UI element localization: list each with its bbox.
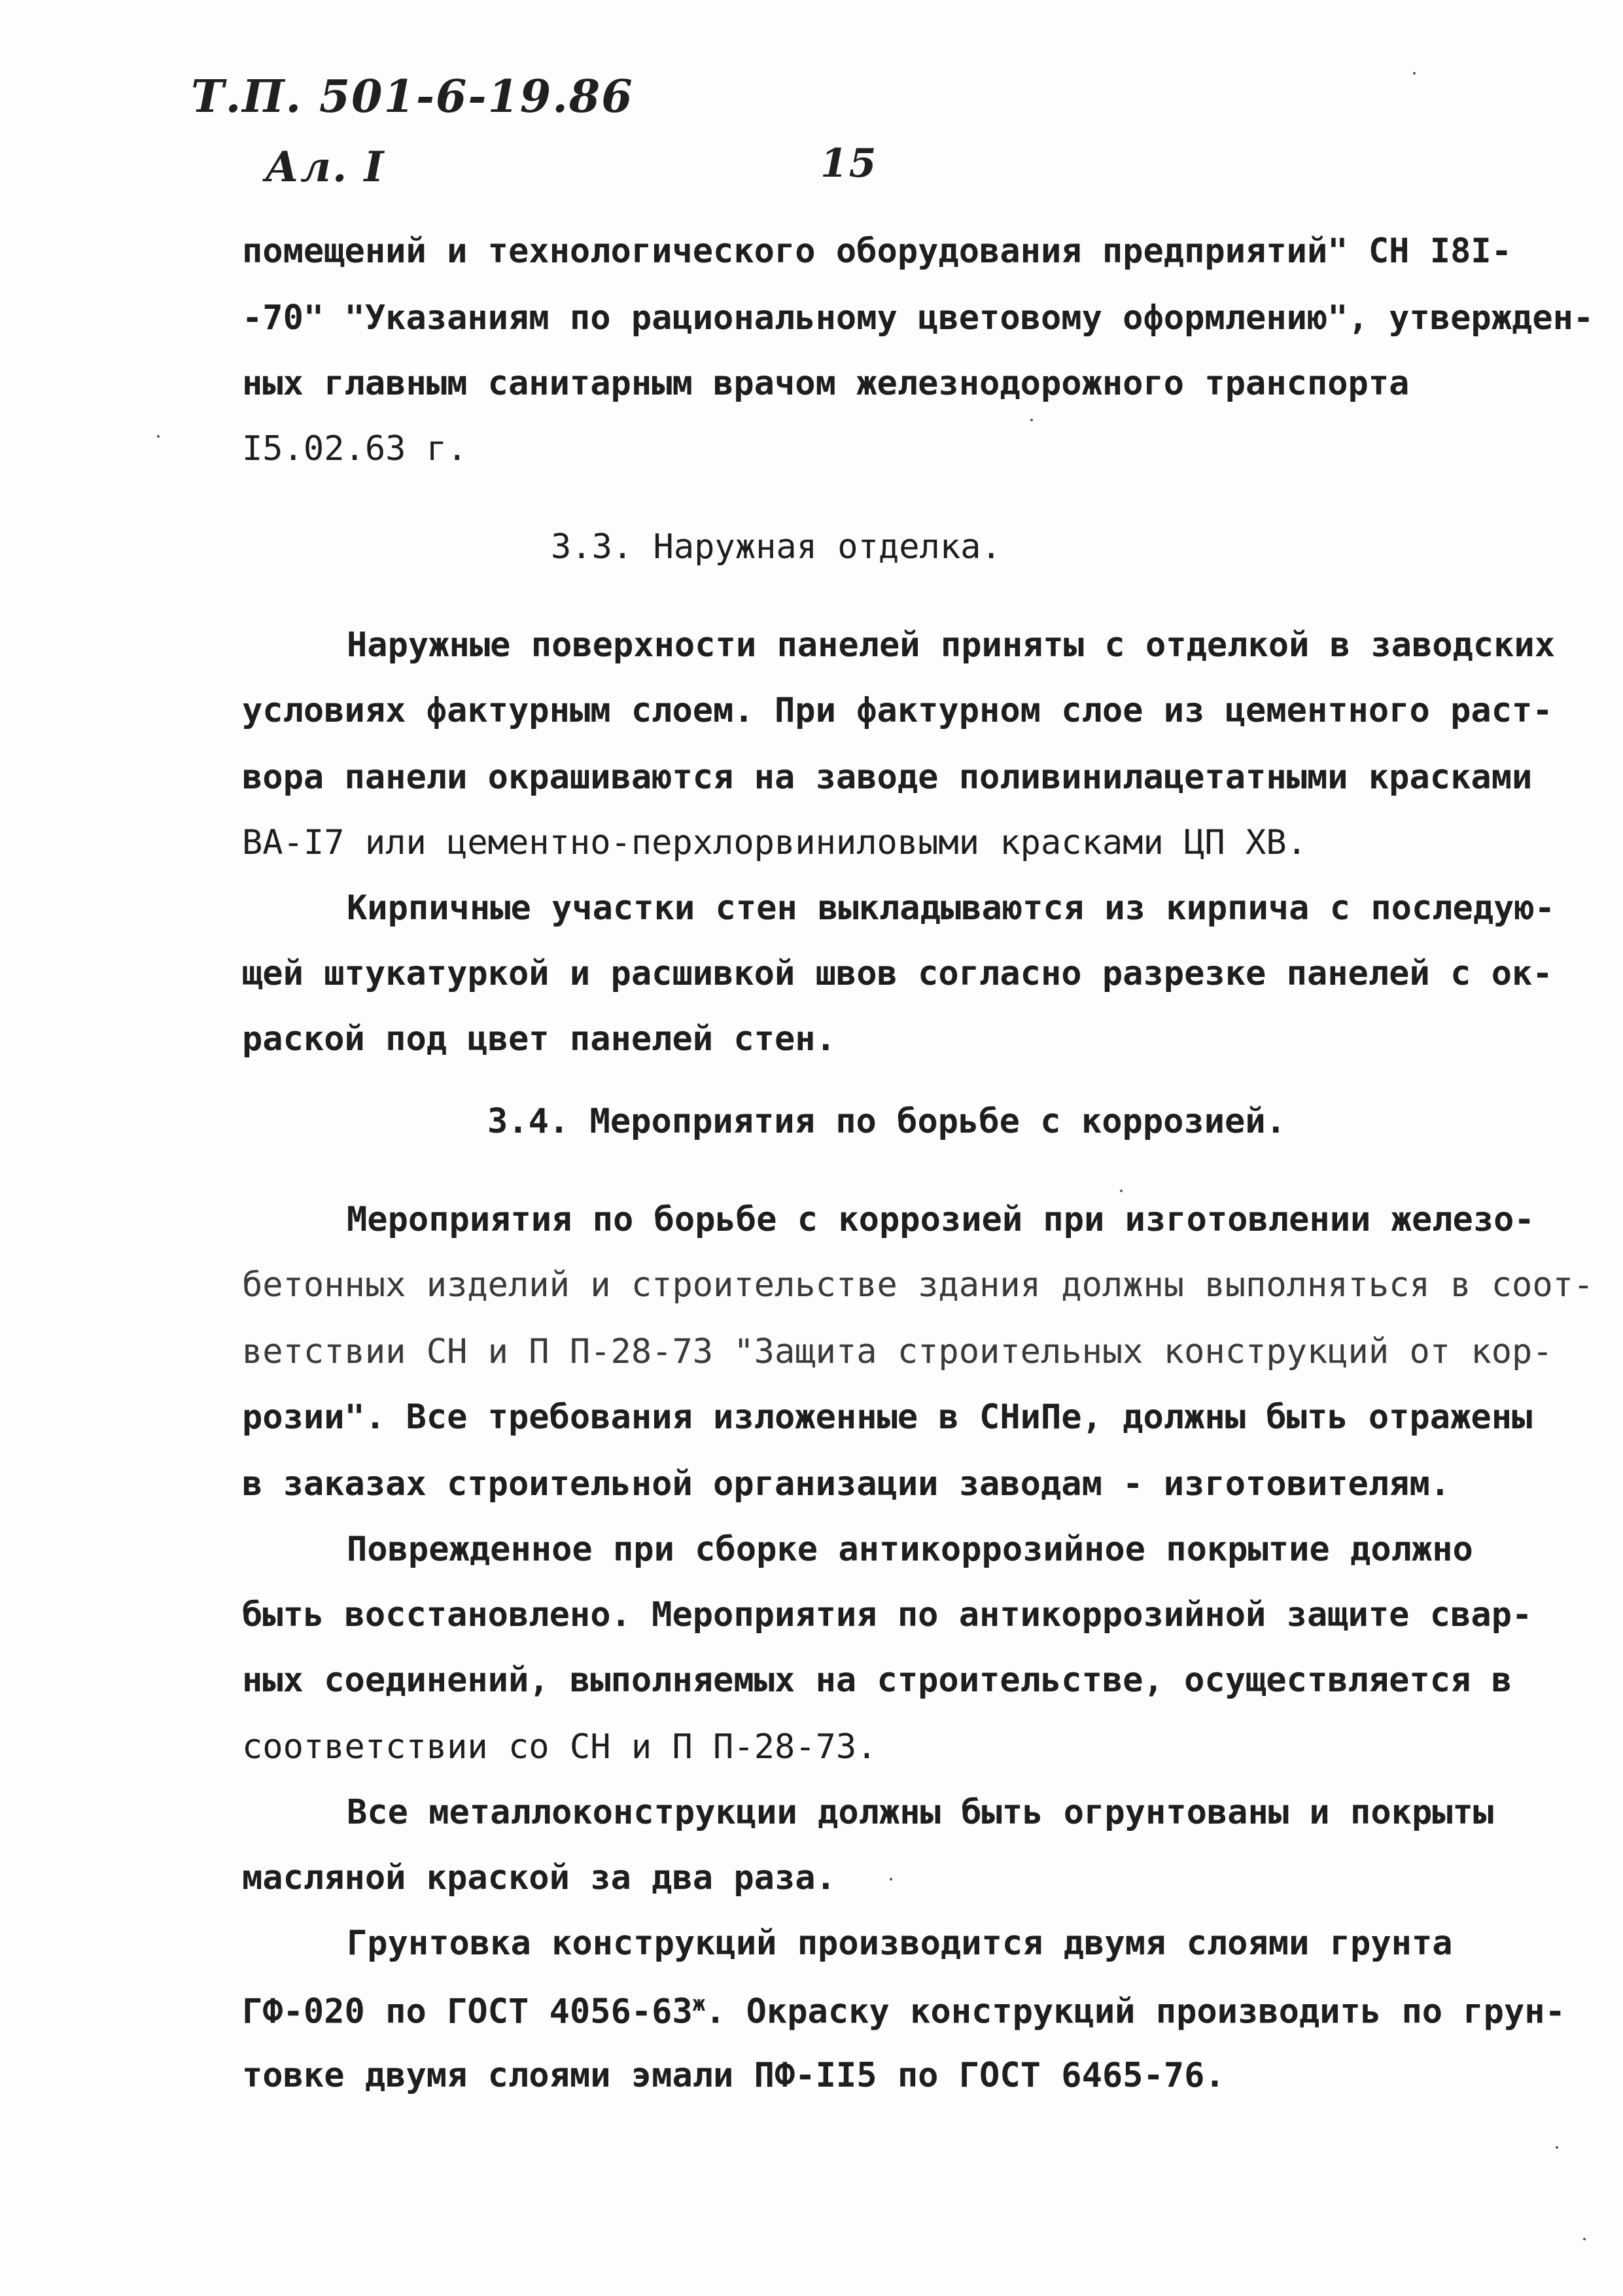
scan-speck [1030,419,1033,421]
footnote-mark: ж [692,1991,706,2016]
scan-speck [1413,72,1416,75]
text-line: Наружные поверхности панелей приняты с отделкой в заводских [347,626,1556,665]
page-number: 15 [820,141,878,186]
text-line: ных главным санитарным врачом железнодорожного транспорта [242,364,1410,403]
text-line: бетонных изделий и строительстве здания должны выполняться в соот- [242,1265,1594,1305]
scan-speck [1583,2238,1586,2240]
text-line: ВА-I7 или цементно-перхлорвиниловыми красками ЦП ХВ. [242,823,1307,862]
text-line: соответствии со СН и П П-28-73. [242,1727,877,1767]
sheet-label: Ал. I [265,143,385,192]
text-line: товке двумя слоями эмали ПФ-II5 по ГОСТ 6465-76. [242,2056,1225,2095]
text-line: Кирпичные участки стен выкладываются из кирпича с последую- [347,889,1556,928]
text-line: раской под цвет панелей стен. [242,1019,836,1059]
text-line: -70" "Указаниям по рациональному цветовому оформлению", утвержден- [242,298,1594,338]
section-heading: 3.3. Наружная отделка. [551,527,1002,567]
text-line [242,1991,1565,2032]
section-heading: 3.4. Мероприятия по борьбе с коррозией. [487,1102,1286,1141]
text-line: Грунтовка конструкций производится двумя слоями грунта [347,1924,1453,1963]
text-line: в заказах строительной организации заводам - изготовителям. [242,1464,1451,1504]
text-line: розии". Все требования изложенные в СНиПе, должны быть отражены [242,1398,1533,1437]
text-line: I5.02.63 г. [242,429,468,468]
text-line: масляной краской за два раза. [242,1858,836,1898]
document-code: Т.П. 501-6-19.86 [191,71,634,123]
scan-speck [890,1878,892,1881]
text-line: щей штукатуркой и расшивкой швов согласно разрезке панелей с ок- [242,954,1553,993]
text-line: Мероприятия по борьбе с коррозией при изготовлении железо- [347,1200,1535,1239]
text-line: быть восстановлено. Мероприятия по антикоррозийной защите свар- [242,1595,1533,1634]
text-line: Все металлоконструкции должны быть огрунтованы и покрыты [347,1793,1494,1832]
text-line: ных соединений, выполняемых на строительстве, осуществляется в [242,1661,1512,1700]
text-line: вора панели окрашиваются на заводе поливинилацетатными красками [242,758,1533,797]
text-segment: . Окраску конструкций производить по грун- [705,1992,1565,2032]
text-line: Поврежденное при сборке антикоррозийное покрытие должно [347,1530,1473,1569]
text-line: помещений и технологического оборудования предприятий" СН I8I- [242,232,1512,271]
text-line: условиях фактурным слоем. При фактурном слое из цементного раст- [242,691,1553,730]
text-segment: ГФ-020 по ГОСТ 4056-63 [242,1992,693,2032]
scan-speck [1120,1190,1123,1192]
scan-speck [157,435,160,438]
text-line: ветствии СН и П П-28-73 "Защита строительных конструкций от кор- [242,1332,1553,1371]
scan-speck [1556,2146,1558,2149]
